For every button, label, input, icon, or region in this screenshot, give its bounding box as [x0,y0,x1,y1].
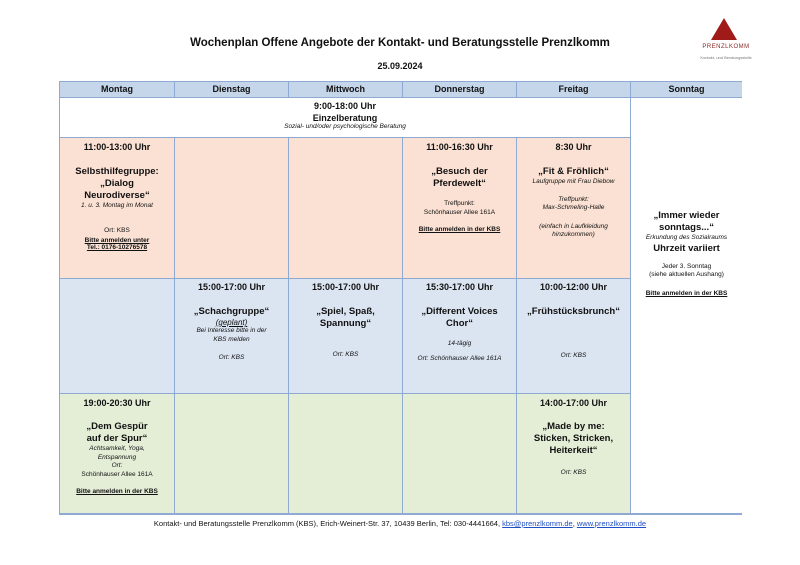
slot-time: 8:30 Uhr [555,142,592,152]
slot-note: Laufgruppe mit Frau Diebow [532,178,615,185]
slot-tuesday-evening-empty [175,394,289,514]
slot-title: „Schachgruppe“ [193,306,270,317]
slot-sunday [631,98,742,514]
slot-title: „Fit & Fröhlich“ [538,166,609,177]
prenzlkomm-logo [688,18,768,68]
week-schedule-table [59,81,742,515]
slot-place: Ort: Schönhauser Allee 161A [417,354,502,362]
signup-link[interactable]: Bitte anmelden in der KBS [418,226,501,233]
slot-thursday-evening-empty [403,394,517,514]
slot-time: 11:00-13:00 Uhr [83,142,151,152]
slot-thursday-afternoon [403,279,517,394]
header-tuesday: Dienstag [175,82,289,98]
slot-wednesday-morning-empty [289,138,403,279]
header-thursday: Donnerstag [403,82,517,98]
slot-title: sonntags...“ [659,222,714,233]
slot-title: Chor“ [446,318,473,329]
slot-time: 15:00-17:00 Uhr [311,282,380,292]
slot-tuesday-morning-empty [175,138,289,279]
footer-email-link[interactable]: kbs@prenzlkomm.de [502,519,573,528]
slot-note: Entspannung [97,453,137,461]
slot-title: „Spiel, Spaß, [316,306,375,317]
slot-title: „Besuch der [431,166,488,177]
slot-frequency: Jeder 3. Sonntag [661,262,712,270]
slot-time: Uhrzeit variiert [653,242,720,254]
slot-meet-label: Treffpunkt: [444,200,475,207]
slot-note: Achtsamkeit, Yoga, [89,445,145,452]
slot-note: Erkundung des Sozialraums [645,234,728,241]
slot-friday-evening [517,394,631,514]
daily-title: Einzelberatung [312,113,378,123]
slot-monday-evening [60,394,175,514]
signup-link[interactable]: Bitte anmelden in der KBS [76,488,158,495]
header-sunday: Sonntag [631,82,742,98]
signup-phone-link[interactable]: Tel.: 0176-10276578 [86,244,148,251]
slot-meet-label: Treffpunkt: [558,195,589,203]
slot-friday-afternoon [517,279,631,394]
page-title: Wochenplan Offene Angebote der Kontakt- und Beratungsstelle Prenzlkomm [190,37,610,49]
footer-website-link[interactable]: www.prenzlkomm.de [576,519,647,528]
header-wednesday: Mittwoch [289,82,403,98]
slot-planned: (geplant) [215,318,248,327]
slot-time: 19:00-20:30 Uhr [83,398,151,408]
triangle-logo-icon [711,18,737,40]
slot-monday-morning [60,138,175,279]
slot-note: KBS melden [213,335,250,343]
daily-desc: Sozial- und/oder psychologische Beratung [284,123,406,130]
slot-meet-place: Max-Schmeling-Halle [542,204,605,211]
plan-date: 25.09.2024 [377,61,423,71]
slot-hint: (einfach in Laufkleidung [539,222,608,230]
slot-monday-afternoon-empty [60,279,175,394]
footer-address: Kontakt- und Beratungsstelle Prenzlkomm (KBS), Erich-Weinert-Str. 37, 10439 Berlin, Tel: 030-4441664, [153,519,501,528]
header-monday: Montag [60,82,175,98]
slot-title: „Immer wieder [653,210,720,221]
slot-note: 1. u. 3. Montag im Monat [81,202,153,209]
slot-title: „Dem Gespür [86,421,148,432]
slot-meet-place: Schönhauser Allee 161A [423,208,496,216]
slot-time: 10:00-12:00 Uhr [539,282,608,292]
footer [0,519,800,528]
slot-wednesday-afternoon [289,279,403,394]
slot-place: Schönhauser Allee 161A [81,470,153,478]
slot-title: Neurodiverse“ [84,190,150,201]
slot-place: Ort: KBS [560,352,587,359]
signup-phone-label: Bitte anmelden unter [84,237,150,244]
daily-consultation [60,98,631,138]
slot-frequency-note: (siehe aktuellen Aushang) [649,271,724,278]
slot-time: 14:00-17:00 Uhr [539,398,608,408]
slot-title: Heiterkeit“ [549,445,598,456]
slot-note: Bei Interesse bitte in der [196,327,267,334]
slot-title: auf der Spur“ [86,433,148,444]
slot-friday-morning [517,138,631,279]
slot-thursday-morning [403,138,517,279]
logo-subtitle: Kontakt- und Beratungsstelle [700,55,752,60]
signup-link[interactable]: Bitte anmelden in der KBS [645,289,728,297]
slot-hint: hinzukommen) [552,231,595,238]
slot-time: 15:00-17:00 Uhr [197,282,266,292]
slot-place: Ort: KBS [560,469,587,476]
slot-title: „Frühstücksbrunch“ [527,306,620,317]
slot-place: Ort: KBS [104,226,130,234]
slot-title: Selbsthilfegruppe: [75,166,159,177]
header-friday: Freitag [517,82,631,98]
slot-time: 11:00-16:30 Uhr [426,142,493,152]
logo-brand: PRENZLKOMM [702,44,750,50]
slot-title: „Dialog [100,178,134,189]
slot-time: 15:30-17:00 Uhr [425,282,494,292]
slot-place-label: Ort: [111,462,123,469]
footer-separator: , [572,519,575,528]
slot-tuesday-afternoon [175,279,289,394]
daily-time: 9:00-18:00 Uhr [313,101,377,111]
slot-title: „Different Voices [421,306,498,317]
slot-title: Pferdewelt“ [433,178,486,189]
slot-place: Ort: KBS [332,351,359,358]
slot-title: „Made by me: [542,421,605,432]
slot-wednesday-evening-empty [289,394,403,514]
slot-note: 14-tägig [447,340,472,347]
slot-title: Spannung“ [319,318,372,329]
slot-place: Ort: KBS [218,354,245,361]
slot-title: Sticken, Stricken, [533,433,614,444]
